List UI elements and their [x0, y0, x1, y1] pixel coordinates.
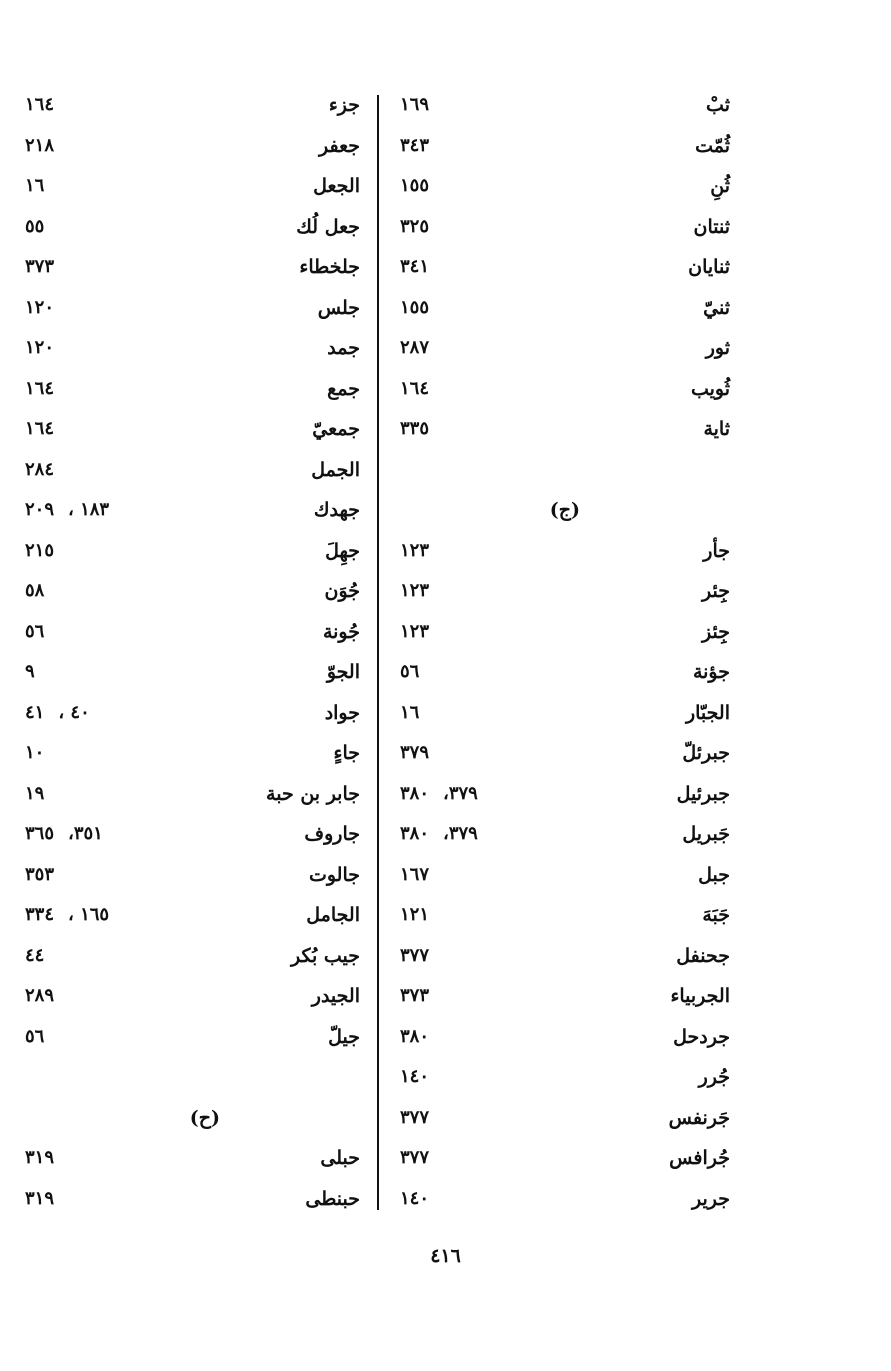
entry-page-refs	[25, 1147, 54, 1168]
index-entry	[400, 574, 730, 615]
index-entry	[25, 696, 360, 737]
page-ref: ١٦٤	[25, 94, 55, 115]
page-ref: ١٦٥ ،	[68, 904, 110, 925]
index-entry	[25, 817, 360, 858]
entry-word: ثبْ	[706, 94, 730, 116]
page-ref: ١٦٩	[400, 94, 430, 115]
entry-page-refs	[400, 337, 429, 358]
left-index-column	[25, 88, 360, 1222]
index-entry	[25, 898, 360, 939]
index-entry	[25, 534, 360, 575]
index-entry	[400, 291, 730, 332]
entry-page-refs	[25, 904, 109, 925]
entry-word: جهِلَ	[325, 539, 360, 562]
index-entry	[25, 655, 360, 696]
entry-word: الجمل	[311, 458, 360, 481]
entry-page-refs	[25, 297, 54, 318]
index-entry	[400, 453, 730, 494]
entry-page-refs	[400, 580, 429, 601]
entry-page-refs	[25, 94, 54, 115]
page-ref: ١٢٣	[400, 620, 430, 642]
page-ref: ٣٧٧	[400, 1147, 430, 1168]
page-ref: ٢٨٧	[400, 337, 430, 358]
entry-page-refs	[400, 904, 429, 925]
entry-page-refs	[25, 661, 35, 682]
index-entry	[400, 979, 730, 1020]
entry-word: الجعل	[313, 175, 360, 197]
entry-page-refs	[25, 580, 44, 601]
entry-page-refs	[25, 256, 54, 277]
page-ref: ٣٧٣	[25, 256, 55, 277]
entry-page-refs	[25, 216, 44, 237]
entry-word: جحنفل	[676, 944, 730, 967]
index-entry	[25, 939, 360, 980]
entry-word: ثنيّ	[703, 296, 730, 319]
entry-word: جُرر	[698, 1066, 730, 1088]
page-ref: ١٦٤	[25, 418, 55, 439]
page-ref: ٥٦	[25, 1025, 45, 1047]
entry-page-refs	[25, 499, 109, 520]
index-entry	[400, 858, 730, 899]
entry-word: ثاية	[703, 418, 730, 440]
page-ref: ٣٥١،	[68, 823, 103, 844]
page-ref: ١٨٣ ،	[68, 499, 110, 520]
entry-word: الجبّار	[685, 701, 730, 724]
section-letter: (ج)	[549, 499, 580, 521]
index-entry	[400, 1020, 730, 1061]
entry-word: جَبَهَ	[702, 904, 730, 926]
entry-page-refs	[25, 742, 44, 763]
page-ref: ٢٨٩	[25, 985, 55, 1006]
entry-page-refs	[25, 459, 54, 480]
section-letter: (ح)	[189, 1106, 220, 1129]
entry-page-refs	[25, 945, 44, 966]
page-ref: ٣٧٩،	[443, 782, 478, 804]
page-ref: ٣٤١	[400, 256, 430, 277]
page-ref: ١٠	[25, 742, 45, 763]
index-entry	[400, 88, 730, 129]
entry-word: جُونة	[322, 620, 360, 643]
page-ref: ١٢١	[400, 904, 430, 925]
page-ref: ٣١٩	[25, 1147, 55, 1168]
index-entry	[25, 291, 360, 332]
entry-page-refs	[25, 864, 54, 885]
page-ref: ١٢٣	[400, 539, 430, 561]
entry-word: جمع	[327, 377, 360, 400]
entry-page-refs	[25, 337, 54, 358]
page-ref: ١٢٠	[25, 337, 55, 358]
entry-word: ثنايان	[688, 256, 730, 278]
index-entry	[400, 615, 730, 656]
entry-page-refs	[25, 702, 90, 723]
page-ref: ٣٥٣	[25, 863, 55, 885]
index-entry	[25, 412, 360, 453]
entry-page-refs	[400, 94, 429, 115]
page-ref: ٣٧٧	[400, 1106, 430, 1128]
entry-word: جعل لُك	[296, 215, 360, 238]
index-entry	[400, 169, 730, 210]
entry-word: جرير	[692, 1187, 730, 1210]
entry-page-refs	[400, 661, 419, 682]
page-ref: ١٦٧	[400, 863, 430, 885]
page-ref: ١٦	[400, 701, 420, 723]
entry-page-refs	[400, 621, 429, 642]
entry-page-refs	[400, 945, 429, 966]
index-entry	[25, 736, 360, 777]
page-ref: ١٥٥	[400, 296, 430, 318]
entry-word: الجيدر	[311, 985, 360, 1007]
entry-word: جمعيّ	[312, 418, 360, 440]
entry-page-refs	[400, 1147, 429, 1168]
entry-word: ثُويب	[690, 377, 730, 400]
index-entry	[25, 1182, 360, 1223]
entry-page-refs	[25, 135, 54, 156]
page-ref: ٣٧٩	[400, 742, 430, 763]
page-ref: ٣٨٠	[400, 1025, 430, 1047]
index-entry	[400, 939, 730, 980]
entry-word: الجربياء	[670, 985, 730, 1007]
entry-word: ثُنِ	[710, 175, 730, 197]
index-entry	[25, 453, 360, 494]
entry-page-refs	[400, 1107, 429, 1128]
entry-word: جِئر	[702, 580, 730, 602]
index-entry	[400, 655, 730, 696]
entry-word: جؤنة	[692, 661, 730, 683]
page-ref: ١٦٤	[25, 377, 55, 399]
page-ref: ٣٨٠	[400, 782, 430, 804]
page-number: ٤١٦	[430, 1245, 461, 1267]
page-ref: ١٢٣	[400, 580, 430, 601]
index-entry	[400, 777, 730, 818]
index-entry	[25, 1141, 360, 1182]
page-ref: ٣٣٤	[25, 904, 55, 925]
entry-page-refs	[400, 985, 429, 1006]
entry-page-refs	[25, 540, 54, 561]
index-entry	[400, 736, 730, 777]
index-entry	[400, 129, 730, 170]
index-entry	[25, 493, 360, 534]
entry-word: جاءٍ	[333, 742, 360, 764]
entry-page-refs	[25, 1188, 54, 1209]
page-ref: ٤١	[25, 701, 45, 723]
page-ref: ٢٨٤	[25, 458, 55, 480]
page-ref: ٣٧٩،	[443, 823, 478, 844]
index-entry	[25, 1020, 360, 1061]
entry-page-refs	[25, 783, 44, 804]
page-ref: ١٤٠	[400, 1066, 430, 1087]
entry-page-refs	[25, 1026, 44, 1047]
index-entry	[25, 129, 360, 170]
page-ref: ١٤٠	[400, 1187, 430, 1209]
entry-word: الجامل	[306, 904, 360, 926]
entry-page-refs	[25, 418, 54, 439]
page-ref: ١٩	[25, 782, 45, 804]
entry-page-refs	[400, 702, 419, 723]
index-entry	[400, 1141, 730, 1182]
entry-page-refs	[400, 297, 429, 318]
index-entry	[400, 1182, 730, 1223]
entry-word: جِئز	[702, 620, 730, 643]
index-entry	[25, 1060, 360, 1101]
entry-page-refs	[400, 175, 429, 196]
page-ref: ٣٦٥	[25, 823, 55, 844]
entry-word: ثُمّت	[695, 134, 730, 157]
page-ref: ٢١٨	[25, 134, 55, 156]
entry-page-refs	[400, 135, 429, 156]
page-ref: ٣٤٣	[400, 134, 430, 156]
page-ref: ٣٨٠	[400, 823, 430, 844]
index-entry	[25, 979, 360, 1020]
index-entry	[400, 696, 730, 737]
entry-word: جَبريل	[682, 823, 730, 845]
page-ref: ١٢٠	[25, 296, 55, 318]
entry-word: جأر	[703, 539, 730, 562]
entry-page-refs	[400, 1026, 429, 1047]
page-ref: ٩	[25, 661, 35, 682]
entry-word: جيلّ	[328, 1025, 360, 1048]
page-ref: ٥٦	[25, 620, 45, 642]
index-entry	[400, 898, 730, 939]
page-ref: ٥٦	[400, 661, 420, 682]
entry-page-refs	[25, 823, 103, 844]
entry-page-refs	[25, 621, 44, 642]
entry-page-refs	[400, 256, 429, 277]
index-entry	[400, 372, 730, 413]
entry-word: حبنطى	[305, 1187, 360, 1210]
index-entry	[25, 169, 360, 210]
index-entry	[400, 1101, 730, 1142]
right-index-column	[400, 88, 730, 1222]
entry-page-refs	[400, 742, 429, 763]
entry-word: جبرئلّ	[682, 742, 730, 764]
entry-page-refs	[400, 216, 429, 237]
index-entry	[25, 88, 360, 129]
page-ref: ١٥٥	[400, 175, 430, 196]
index-entry	[25, 858, 360, 899]
entry-word: الجوّ	[326, 661, 360, 683]
index-entry	[400, 250, 730, 291]
entry-word: جزء	[328, 94, 360, 116]
entry-word: جَرنفس	[668, 1106, 730, 1129]
page-ref: ٣٣٥	[400, 418, 430, 439]
page-ref: ٤٠ ،	[58, 701, 90, 723]
entry-page-refs	[400, 378, 429, 399]
page-ref: ١٦٤	[400, 377, 430, 399]
page-ref: ٣١٩	[25, 1187, 55, 1209]
entry-word: جابر بن حبة	[266, 782, 360, 805]
section-heading	[25, 1101, 360, 1142]
page-ref: ٥٨	[25, 580, 45, 601]
entry-word: حبلى	[320, 1147, 360, 1169]
index-entry	[400, 817, 730, 858]
entry-word: جبرئيل	[676, 782, 730, 805]
entry-page-refs	[400, 1188, 429, 1209]
column-divider	[377, 95, 379, 1210]
entry-word: ثنتان	[693, 215, 730, 238]
entry-page-refs	[25, 175, 44, 196]
page-ref: ٥٥	[25, 215, 45, 237]
index-entry	[25, 574, 360, 615]
index-entry	[25, 777, 360, 818]
index-entry	[25, 250, 360, 291]
index-entry	[400, 210, 730, 251]
index-entry	[25, 372, 360, 413]
index-entry	[400, 534, 730, 575]
entry-word: ثور	[705, 337, 730, 359]
entry-page-refs	[25, 985, 54, 1006]
entry-page-refs	[400, 1066, 429, 1087]
entry-word: جُوَن	[324, 580, 360, 602]
index-entry	[25, 331, 360, 372]
entry-word: جلس	[317, 296, 360, 319]
entry-page-refs	[400, 823, 478, 844]
index-entry	[400, 412, 730, 453]
index-entry	[25, 615, 360, 656]
entry-page-refs	[400, 418, 429, 439]
page-ref: ٣٧٣	[400, 985, 430, 1006]
index-entry	[400, 1060, 730, 1101]
page-ref: ٣٢٥	[400, 215, 430, 237]
page-ref: ٢٠٩	[25, 499, 55, 520]
entry-word: جواد	[324, 701, 360, 724]
page-ref: ٣٧٧	[400, 944, 430, 966]
entry-word: جلخطاء	[299, 256, 360, 278]
entry-page-refs	[400, 864, 429, 885]
index-entry	[400, 331, 730, 372]
entry-word: جهدك	[313, 499, 360, 521]
entry-page-refs	[400, 540, 429, 561]
entry-word: جاروف	[304, 823, 360, 845]
page-ref: ١٦	[25, 175, 45, 196]
page-ref: ٢١٥	[25, 539, 55, 561]
index-entry	[25, 210, 360, 251]
entry-word: جبل	[698, 863, 730, 886]
entry-page-refs	[400, 783, 478, 804]
entry-word: جردحل	[673, 1025, 730, 1048]
entry-word: جُرافس	[669, 1147, 730, 1169]
entry-page-refs	[25, 378, 54, 399]
page-ref: ٤٤	[25, 944, 45, 966]
entry-word: جعفر	[318, 134, 360, 157]
entry-word: جيب بُكر	[290, 944, 360, 967]
section-heading	[400, 493, 730, 534]
entry-word: جالوت	[308, 863, 360, 886]
entry-word: جمد	[327, 337, 360, 359]
